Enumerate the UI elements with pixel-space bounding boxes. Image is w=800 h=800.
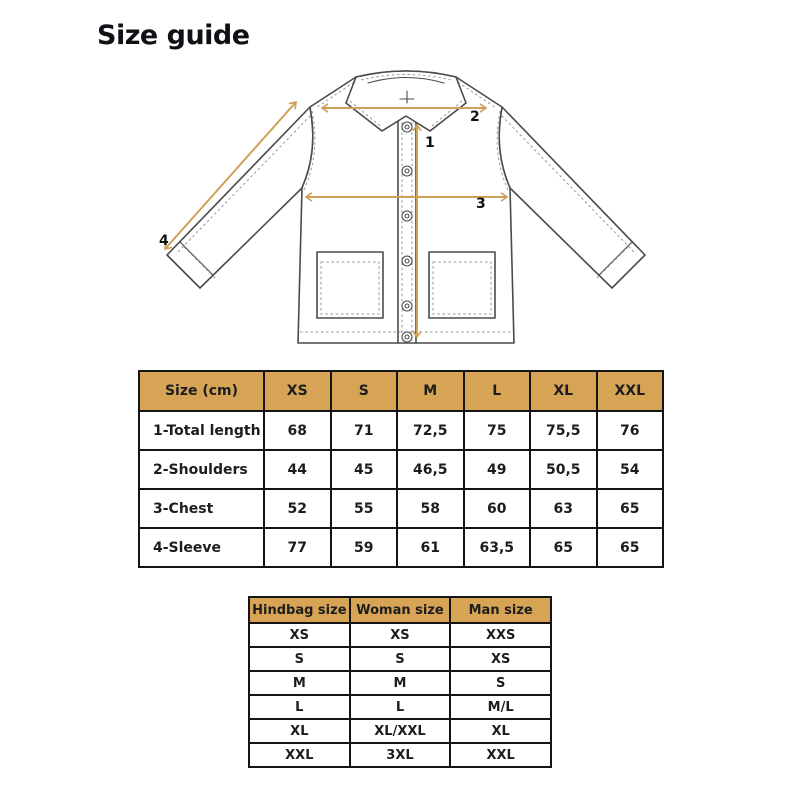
conversion-cell: XS — [249, 623, 350, 647]
conversion-table — [248, 596, 552, 768]
size-value-cell: 58 — [397, 489, 464, 528]
table-row — [249, 743, 551, 767]
conversion-cell: S — [450, 671, 551, 695]
conversion-table-section — [248, 596, 552, 768]
page-title: Size guide — [97, 20, 250, 52]
conversion-cell: XS — [350, 623, 451, 647]
size-value-cell: 65 — [597, 489, 664, 528]
conversion-cell: XS — [450, 647, 551, 671]
size-value-cell: 65 — [597, 528, 664, 567]
conversion-cell: S — [249, 647, 350, 671]
size-value-cell: 65 — [530, 528, 597, 567]
size-value-cell: 63 — [530, 489, 597, 528]
size-value-cell: 52 — [264, 489, 331, 528]
measure-row-label: 3-Chest — [139, 489, 264, 528]
size-col-header: Size (cm) — [139, 371, 264, 411]
conversion-cell: 3XL — [350, 743, 451, 767]
size-value-cell: 75,5 — [530, 411, 597, 450]
size-col-header: M — [397, 371, 464, 411]
size-value-cell: 59 — [331, 528, 398, 567]
table-row — [139, 528, 663, 567]
size-value-cell: 44 — [264, 450, 331, 489]
size-value-cell: 55 — [331, 489, 398, 528]
table-row — [249, 671, 551, 695]
conversion-cell: XXL — [450, 743, 551, 767]
conversion-cell: S — [350, 647, 451, 671]
conversion-cell: L — [350, 695, 451, 719]
size-value-cell: 63,5 — [464, 528, 531, 567]
conversion-cell: XXL — [249, 743, 350, 767]
conversion-col-header: Hindbag size — [249, 597, 350, 623]
jacket-measurement-diagram — [140, 55, 660, 365]
conversion-cell: XL — [450, 719, 551, 743]
conversion-col-header: Man size — [450, 597, 551, 623]
size-value-cell: 45 — [331, 450, 398, 489]
size-value-cell: 71 — [331, 411, 398, 450]
size-col-header: L — [464, 371, 531, 411]
conversion-cell: XL/XXL — [350, 719, 451, 743]
size-value-cell: 61 — [397, 528, 464, 567]
conversion-cell: L — [249, 695, 350, 719]
size-value-cell: 75 — [464, 411, 531, 450]
measure-label-1: 1 — [425, 135, 435, 151]
conversion-cell: M — [249, 671, 350, 695]
measure-label-4: 4 — [159, 233, 169, 249]
table-row — [249, 719, 551, 743]
size-value-cell: 68 — [264, 411, 331, 450]
table-row — [249, 623, 551, 647]
conversion-cell: M — [350, 671, 451, 695]
conversion-cell: M/L — [450, 695, 551, 719]
size-table-header-row — [139, 371, 663, 411]
table-row — [249, 647, 551, 671]
size-value-cell: 60 — [464, 489, 531, 528]
conversion-cell: XXS — [450, 623, 551, 647]
size-table-section — [138, 370, 664, 568]
size-col-header: XL — [530, 371, 597, 411]
size-col-header: S — [331, 371, 398, 411]
size-table — [138, 370, 664, 568]
table-row — [139, 450, 663, 489]
conversion-col-header: Woman size — [350, 597, 451, 623]
table-row — [139, 489, 663, 528]
size-value-cell: 76 — [597, 411, 664, 450]
measure-label-2: 2 — [470, 109, 480, 125]
size-value-cell: 72,5 — [397, 411, 464, 450]
size-col-header: XXL — [597, 371, 664, 411]
size-col-header: XS — [264, 371, 331, 411]
size-value-cell: 46,5 — [397, 450, 464, 489]
size-value-cell: 49 — [464, 450, 531, 489]
measure-label-3: 3 — [476, 196, 486, 212]
table-row — [249, 695, 551, 719]
conversion-cell: XL — [249, 719, 350, 743]
size-value-cell: 77 — [264, 528, 331, 567]
table-row — [139, 411, 663, 450]
measure-row-label: 1-Total length — [139, 411, 264, 450]
size-value-cell: 50,5 — [530, 450, 597, 489]
measure-row-label: 4-Sleeve — [139, 528, 264, 567]
conversion-table-header-row — [249, 597, 551, 623]
measure-row-label: 2-Shoulders — [139, 450, 264, 489]
size-value-cell: 54 — [597, 450, 664, 489]
